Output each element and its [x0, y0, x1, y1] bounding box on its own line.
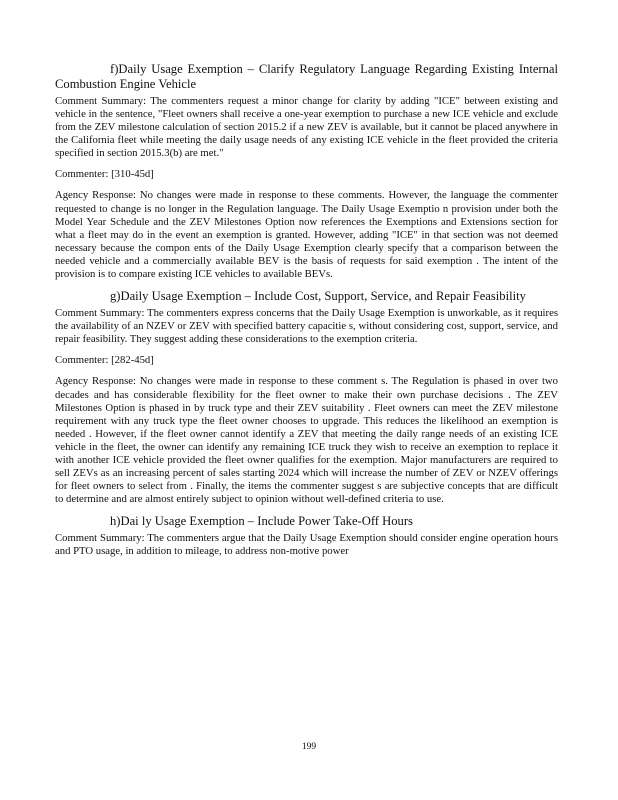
page-number: 199	[301, 742, 317, 752]
section-heading-g: g)Daily Usage Exemption – Include Cost, Support, Service, and Repair Feasibility	[110, 289, 526, 304]
comment-summary-f: Comment Summary: The commenters request a minor change for clarity by adding "ICE" between existing and vehicle in the sentence, "Fleet owners shall receive a one-year exemption to purchase a new ICE vehicle and exclude from the ZEV milestone calculation of section 2015.2 if a new ZEV is available, but it cannot be placed anywhere in the California fleet while meeting the daily usage needs of any existing ICE vehicle in the fleet provided the criteria specified in section 2015.3(b) are met."	[55, 95, 558, 160]
comment-summary-h: Comment Summary: The commenters argue that the Daily Usage Exemption should consider engine operation hours and PTO usage, in addition to mileage, to address non-motive power	[55, 532, 558, 558]
agency-response-f: Agency Response: No changes were made in response to these comments. However, the language the commenter requested to change is no longer in the Regulation language. The Daily Usage Exemptio n provision under both the Model Year Schedule and the ZEV Milestones Option now references the Exemptions and Extensions section for what a fleet may do in the event an exemption is granted. However, adding "ICE" in that section was not deemed necessary because the compon ents of the Daily Usage Exemption clearly specify that a comparison between the needed vehicle and a commercially available BEV is the basis of requests for said exemption . The intent of the provision is to compare existing ICE vehicles to available BEVs.	[55, 189, 558, 281]
section-heading-f: f)Daily Usage Exemption – Clarify Regulatory Language Regarding Existing Internal Combustion Engine Vehicle	[55, 62, 558, 91]
comment-summary-g: Comment Summary: The commenters express concerns that the Daily Usage Exemption is unworkable, as it requires the availability of an NZEV or ZEV with specified battery capacitie s, without considering cost, support, service, and repair feasibility. They suggest adding these considerations to the exemption criteria.	[55, 307, 558, 346]
document-page	[55, 62, 558, 559]
agency-response-g: Agency Response: No changes were made in response to these comment s. The Regulation is phased in over two decades and has considerable flexibility for the fleet owner to make their own purchase decisions . The ZEV Milestones Option is phased in by truck type and their ZEV suitability . Fleet owners can meet the ZEV milestone requirement with any truck type the fleet owner chooses to upgrade. This reduces the likelihood an exemption is needed . However, if the fleet owner cannot identify a ZEV that meeting the daily range needs of an existing ICE vehicle in the fleet, the owner can identify any remaining ICE truck they wish to receive an exemption to replace it with another ICE vehicle provided the fleet owner qualifies for the exemption. Major manufacturers are required to sell ZEVs as an increasing percent of sales starting 2024 which will increase the number of ZEV or NZEV offerings for fleet owners to select from . Finally, the items the commenter suggest s are subjective concepts that are difficult to determine and are almost entirely subject to opinion without well-defined criteria to use.	[55, 375, 558, 506]
commenter-g: Commenter: [282-45d]	[55, 354, 154, 367]
commenter-f: Commenter: [310-45d]	[55, 168, 154, 181]
section-heading-h: h)Dai ly Usage Exemption – Include Power Take-Off Hours	[110, 514, 413, 529]
